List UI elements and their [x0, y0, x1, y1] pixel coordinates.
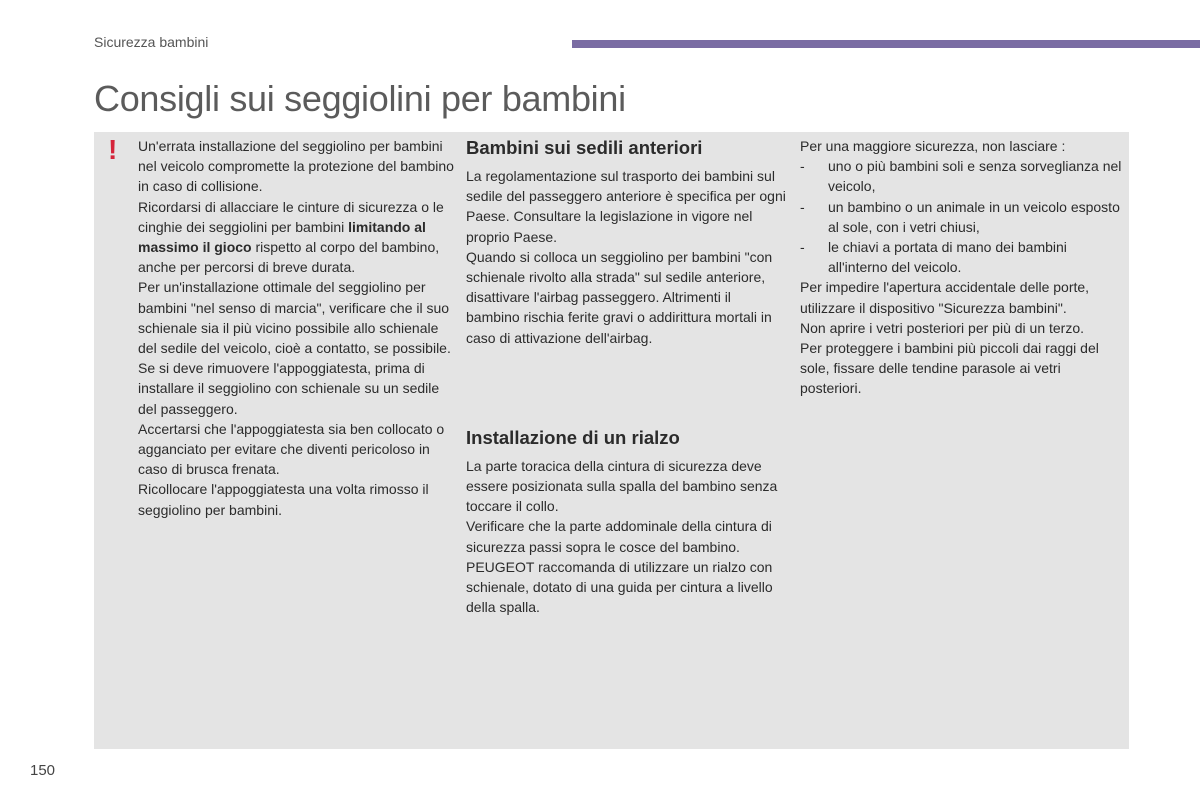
section-heading-front-seats: Bambini sui sedili anteriori [466, 137, 703, 158]
page-title: Consigli sui seggiolini per bambini [94, 78, 626, 119]
list-item [800, 197, 1122, 237]
list-intro: Per una maggiore sicurezza, non lasciare : [800, 138, 1066, 154]
warning-paragraph [138, 197, 456, 278]
body-paragraph: La parte toracica della cintura di sicurezza deve essere posizionata sulla spalla del bambino senza toccare il collo. [466, 457, 778, 515]
text-segment: Ricordarsi di allacciare le cinture di sicurezza o le cinghie dei seggiolini per bambini [138, 198, 444, 235]
warning-paragraph: Se si deve rimuovere l'appoggiatesta, prima di installare il seggiolino con schienale su un sedile del passeggero. [138, 360, 440, 417]
page-number: 150 [30, 762, 56, 779]
exclamation-icon: ! [108, 134, 118, 165]
body-paragraph: La regolamentazione sul trasporto dei bambini sul sedile del passeggero anteriore è specifica per ogni Paese. Consultare la legislazione in vigore nel proprio Paese. [466, 168, 786, 245]
warning-column [138, 136, 456, 520]
dash-bullet: - [800, 198, 805, 215]
dash-bullet: - [800, 158, 805, 175]
section-label: Sicurezza bambini [94, 34, 209, 50]
list-item-text: le chiavi a portata di mano dei bambini all'interno del veicolo. [828, 239, 1067, 276]
safety-tips-column [800, 136, 1122, 399]
body-paragraph: Non aprire i vetri posteriori per più di un terzo. [800, 319, 1085, 336]
list-item-text: uno o più bambini soli e senza sorveglianza nel veicolo, [828, 158, 1122, 195]
warning-paragraph: Un'errata installazione del seggiolino per bambini nel veicolo compromette la protezione del bambino in caso di collisione. [138, 138, 454, 195]
warning-paragraph: Per un'installazione ottimale del seggiolino per bambini "nel senso di marcia", verificare che il suo schienale sia il più vicino possibile allo schienale del sedile del veicolo, cioè a contatto, se possibile. [138, 279, 451, 357]
body-paragraph: Per proteggere i bambini più piccoli dai raggi del sole, fissare delle tendine parasole ai vetri posteriori. [800, 340, 1099, 397]
list-item [800, 237, 1122, 277]
text-segment: rispetto al corpo del bambino, anche per percorsi di breve durata. [138, 239, 440, 276]
body-paragraph: Quando si colloca un seggiolino per bambini "con schienale rivolto alla strada" sul sedile anteriore, disattivare l'airbag passeggero. Altrimenti il bambino rischia ferite gravi o addirittura mortali in caso di attivazione dell'airbag. [466, 248, 773, 346]
warning-paragraph: Ricollocare l'appoggiatesta una volta rimosso il seggiolino per bambini. [138, 481, 429, 518]
body-paragraph: Per impedire l'apertura accidentale delle porte, utilizzare il dispositivo "Sicurezza bambini". [800, 279, 1090, 316]
warning-paragraph: Accertarsi che l'appoggiatesta sia ben collocato o agganciato per evitare che diventi pericoloso in caso di brusca frenata. [138, 420, 445, 478]
body-paragraph: PEUGEOT raccomanda di utilizzare un rialzo con schienale, dotato di una guida per cintura a livello della spalla. [466, 558, 773, 616]
section-heading-booster: Installazione di un rialzo [466, 426, 680, 448]
list-item [800, 156, 1122, 196]
body-paragraph: Verificare che la parte addominale della cintura di sicurezza passi sopra le cosce del bambino. [466, 518, 772, 555]
emphasis-text: limitando al massimo il gioco [138, 218, 426, 256]
header-accent-bar [572, 40, 1200, 48]
dash-bullet: - [800, 239, 805, 256]
list-item-text: un bambino o un animale in un veicolo esposto al sole, con i vetri chiusi, [828, 198, 1120, 235]
front-seat-column [466, 136, 786, 617]
